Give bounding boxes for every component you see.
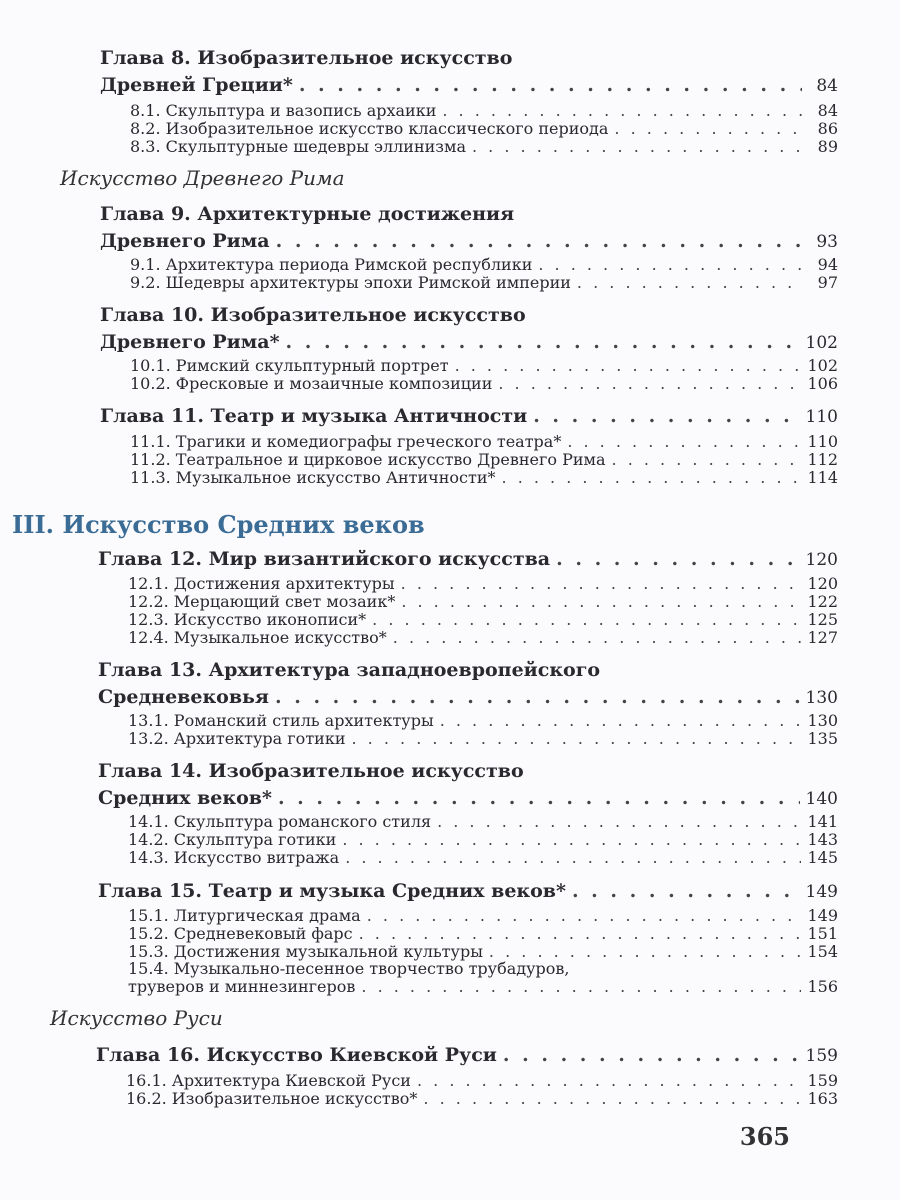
toc-item-page: 84 <box>817 101 838 120</box>
toc-item-8-2[interactable] <box>130 119 838 138</box>
chapter-14-title-line2: Средних веков* <box>98 787 272 809</box>
leader-dots <box>498 374 801 393</box>
chapter-9-title-line1: Глава 9. Архитектурные достижения <box>100 203 515 225</box>
chapter-8-entry[interactable] <box>100 74 838 96</box>
leader-dots <box>372 610 801 629</box>
toc-item-title: 14.1. Скульптура романского стиля <box>128 812 432 831</box>
toc-item-11-2[interactable] <box>130 450 838 469</box>
leader-dots <box>440 711 802 730</box>
toc-item-12-2[interactable] <box>128 592 838 611</box>
chapter-10-title-line1: Глава 10. Изобразительное искусство <box>100 304 526 326</box>
part-3-heading: III. Искусство Средних веков <box>12 510 425 539</box>
toc-item-page: 141 <box>807 812 838 831</box>
toc-item-title: 8.3. Скульптурные шедевры эллинизма <box>130 137 466 156</box>
toc-item-11-3[interactable] <box>130 468 838 487</box>
chapter-11-page: 110 <box>805 407 838 427</box>
section-heading-rus: Искусство Руси <box>50 1006 223 1030</box>
toc-item-page: 143 <box>807 830 838 849</box>
chapter-11-title: Глава 11. Театр и музыка Античности <box>100 405 528 427</box>
toc-item-9-1[interactable] <box>130 255 838 274</box>
chapter-13-page: 130 <box>805 688 838 708</box>
chapter-16-entry[interactable] <box>96 1044 838 1066</box>
leader-dots <box>393 628 802 647</box>
chapter-9-title-line2: Древнего Рима <box>100 230 270 252</box>
leader-dots <box>533 405 799 427</box>
toc-item-title: 12.2. Мерцающий свет мозаик* <box>128 592 396 611</box>
chapter-14-title-line1: Глава 14. Изобразительное искусство <box>98 760 524 782</box>
toc-item-title: 15.2. Средневековый фарс <box>128 924 353 943</box>
toc-item-page: 130 <box>807 711 838 730</box>
toc-item-page: 149 <box>807 906 838 925</box>
toc-item-12-3[interactable] <box>128 610 838 629</box>
leader-dots <box>567 432 801 451</box>
toc-item-10-2[interactable] <box>130 374 838 393</box>
toc-item-title: 11.2. Театральное и цирковое искусство Древнего Рима <box>130 450 606 469</box>
leader-dots <box>502 468 802 487</box>
chapter-14-entry[interactable] <box>98 787 838 809</box>
leader-dots <box>437 812 801 831</box>
toc-item-11-1[interactable] <box>130 432 838 451</box>
toc-item-14-3[interactable] <box>128 848 838 867</box>
toc-item-page: 122 <box>807 592 838 611</box>
leader-dots <box>401 574 802 593</box>
chapter-15-entry[interactable] <box>98 880 838 902</box>
toc-item-page: 125 <box>807 610 838 629</box>
toc-item-title: 9.1. Архитектура периода Римской республики <box>130 255 533 274</box>
toc-item-title: 11.3. Музыкальное искусство Античности* <box>130 468 496 487</box>
toc-item-16-1[interactable] <box>126 1071 838 1090</box>
toc-item-title: 13.2. Архитектура готики <box>128 729 346 748</box>
toc-item-page: 120 <box>807 574 838 593</box>
chapter-9-entry[interactable] <box>100 230 838 252</box>
leader-dots <box>556 548 799 570</box>
chapter-8-page: 84 <box>816 76 838 96</box>
toc-item-12-1[interactable] <box>128 574 838 593</box>
leader-dots <box>423 1089 801 1108</box>
toc-item-title: 8.2. Изобразительное искусство классического периода <box>130 119 609 138</box>
toc-item-9-2[interactable] <box>130 273 838 292</box>
leader-dots <box>278 787 800 809</box>
toc-item-title: 14.3. Искусство витража <box>128 848 340 867</box>
toc-item-title: 12.4. Музыкальное искусство* <box>128 628 387 647</box>
toc-item-8-1[interactable] <box>130 101 838 120</box>
leader-dots <box>275 686 800 708</box>
toc-item-title: 12.3. Искусство иконописи* <box>128 610 367 629</box>
chapter-15-title: Глава 15. Театр и музыка Средних веков* <box>98 880 566 902</box>
leader-dots <box>503 1044 800 1066</box>
chapter-13-title-line2: Средневековья <box>98 686 269 708</box>
toc-item-page: 145 <box>807 848 838 867</box>
toc-item-title: 12.1. Достижения архитектуры <box>128 574 395 593</box>
toc-item-13-2[interactable] <box>128 729 838 748</box>
chapter-16-title: Глава 16. Искусство Киевской Руси <box>96 1044 497 1066</box>
chapter-12-entry[interactable] <box>98 548 838 570</box>
chapter-12-title: Глава 12. Мир византийского искусства <box>98 548 551 570</box>
toc-item-16-2[interactable] <box>126 1089 838 1108</box>
toc-item-page: 127 <box>807 628 838 647</box>
toc-item-title: 9.2. Шедевры архитектуры эпохи Римской империи <box>130 273 571 292</box>
toc-item-title: 10.1. Римский скульптурный портрет <box>130 356 449 375</box>
toc-item-14-1[interactable] <box>128 812 838 831</box>
toc-item-page: 112 <box>807 450 838 469</box>
chapter-10-entry[interactable] <box>100 331 838 353</box>
toc-item-title: труверов и миннезингеров <box>128 977 356 996</box>
chapter-15-page: 149 <box>805 882 838 902</box>
section-heading-rome: Искусство Древнего Рима <box>60 166 345 190</box>
toc-item-13-1[interactable] <box>128 711 838 730</box>
chapter-10-page: 102 <box>805 333 838 353</box>
chapter-8-title-line2: Древней Греции* <box>100 74 293 96</box>
leader-dots <box>401 592 801 611</box>
toc-item-page: 135 <box>807 729 838 748</box>
chapter-12-page: 120 <box>805 550 838 570</box>
toc-item-page: 156 <box>807 977 838 996</box>
leader-dots <box>612 450 802 469</box>
chapter-10-title-line2: Древнего Рима* <box>100 331 280 353</box>
leader-dots <box>472 137 802 156</box>
toc-item-page: 89 <box>817 137 838 156</box>
leader-dots <box>367 906 802 925</box>
leader-dots <box>442 101 802 120</box>
leader-dots <box>276 230 802 252</box>
chapter-13-entry[interactable] <box>98 686 838 708</box>
chapter-11-entry[interactable] <box>100 405 838 427</box>
chapter-16-page: 159 <box>805 1046 838 1066</box>
leader-dots <box>352 729 802 748</box>
toc-item-8-3[interactable] <box>130 137 838 156</box>
toc-item-page: 106 <box>807 374 838 393</box>
chapter-14-page: 140 <box>805 789 838 809</box>
toc-item-15-1[interactable] <box>128 906 838 925</box>
leader-dots <box>361 977 801 996</box>
toc-item-page: 159 <box>807 1071 838 1090</box>
leader-dots <box>299 74 802 96</box>
toc-item-title: 15.3. Достижения музыкальной культуры <box>128 942 483 961</box>
toc-item-14-2[interactable] <box>128 830 838 849</box>
toc-item-title: 11.1. Трагики и комедиографы греческого театра* <box>130 432 562 451</box>
toc-item-15-2[interactable] <box>128 924 838 943</box>
chapter-8-title-line1: Глава 8. Изобразительное искусство <box>100 47 513 69</box>
toc-item-title: 14.2. Скульптура готики <box>128 830 337 849</box>
toc-item-page: 151 <box>807 924 838 943</box>
toc-item-title: 16.2. Изобразительное искусство* <box>126 1089 418 1108</box>
toc-item-12-4[interactable] <box>128 628 838 647</box>
toc-item-page: 97 <box>817 273 838 292</box>
leader-dots <box>538 255 802 274</box>
leader-dots <box>577 273 802 292</box>
toc-item-page: 154 <box>807 942 838 961</box>
chapter-13-title-line1: Глава 13. Архитектура западноевропейского <box>98 659 601 681</box>
leader-dots <box>614 119 802 138</box>
toc-item-page: 86 <box>817 119 838 138</box>
toc-item-title: 8.1. Скульптура и вазопись архаики <box>130 101 437 120</box>
chapter-9-page: 93 <box>816 232 838 252</box>
toc-item-title: 15.1. Литургическая драма <box>128 906 361 925</box>
toc-item-page: 94 <box>817 255 838 274</box>
leader-dots <box>342 830 801 849</box>
page-number: 365 <box>739 1122 790 1151</box>
toc-item-10-1[interactable] <box>130 356 838 375</box>
leader-dots <box>455 356 802 375</box>
toc-item-title: 16.1. Архитектура Киевской Руси <box>126 1071 411 1090</box>
toc-item-title: 10.2. Фресковые и мозаичные композиции <box>130 374 493 393</box>
leader-dots <box>417 1071 801 1090</box>
toc-item-page: 102 <box>807 356 838 375</box>
toc-item-15-4-line1: 15.4. Музыкально-песенное творчество трубадуров, <box>128 959 570 978</box>
toc-item-page: 110 <box>807 432 838 451</box>
leader-dots <box>345 848 801 867</box>
leader-dots <box>286 331 800 353</box>
toc-item-page: 114 <box>807 468 838 487</box>
leader-dots <box>572 880 800 902</box>
toc-item-title: 13.1. Романский стиль архитектуры <box>128 711 434 730</box>
toc-item-page: 163 <box>807 1089 838 1108</box>
toc-item-15-4[interactable] <box>128 977 838 996</box>
leader-dots <box>359 924 802 943</box>
